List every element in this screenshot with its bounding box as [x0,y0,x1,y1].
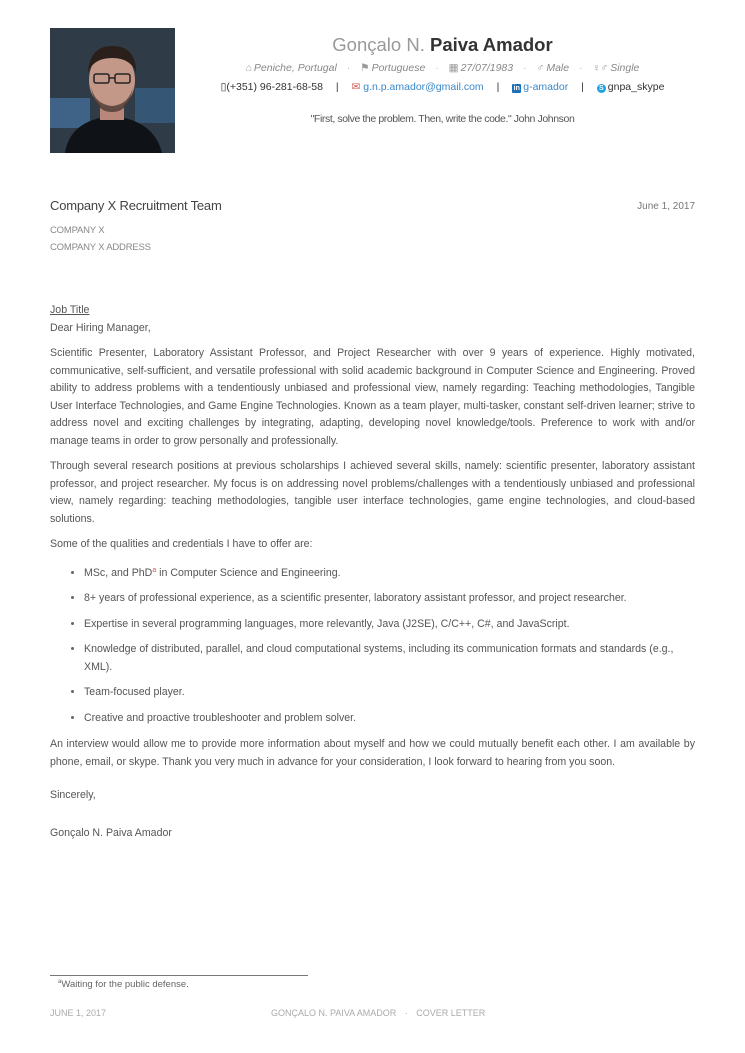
list-item-text: MSc, and PhD [84,566,153,579]
paragraph: Through several research positions at previous scholarships I achieved several skills, namely: scientific presenter, laboratory assistant professor, and project researcher. My focus is on addressing novel problems/challenges with a tendentiously unbiased and professional view, namely regarding: teaching methodologies, tangible user interface technologies, game engine technologies, and cloud-based solutions. [50,460,695,525]
company-name: COMPANY X [50,225,105,236]
contact-line [190,81,695,93]
footer-separator: · [404,1008,408,1018]
separator-dot: · [579,62,583,74]
footer-date: JUNE 1, 2017 [50,1008,107,1018]
company-address: COMPANY X ADDRESS [50,242,151,253]
separator-dot: · [346,62,351,74]
email-link[interactable]: g.n.p.amador@gmail.com [363,81,484,93]
linkedin-icon: in [513,85,520,92]
qualities-list [50,562,695,728]
footnote-mark: a [58,979,62,985]
paragraph: Scientific Presenter, Laboratory Assistant Professor, and Project Researcher with over 9 years of experience. Highly motivated, communicative, self-sufficient, and versatile professional with solid academic background in Computer Science and Engineering. Proved ability to address problems with a tendentiously unbiased and professional view, namely regarding: Teaching methodologies, Tangible User Interface Technologies, and Game Engine Technologies. Known as a team player, multi-tasker, constant self-driven learner; strive to address novel and exciting challenges by integrating, adapting, developing novel knowledge/tools. Preference to work with and/or manage teams in order to grow personally and professionally. [50,347,695,447]
marital-status-text: Single [610,62,640,74]
job-title: Job Title [50,304,90,316]
letter-body [50,302,695,850]
portrait-image [50,28,175,153]
birthdate-text: 27/07/1983 [460,62,514,74]
list-item: • Team-focused player. [84,684,695,702]
footnote-marker[interactable]: a [152,566,157,574]
last-name: Paiva Amador [429,34,553,55]
separator-bar: | [496,81,500,93]
closing-paragraph: An interview would allow me to provide more information about myself and how we could mutually benefit each other. I am available by phone, email, or skype. Thank you very much in advance for your consideration, I look forward to hearing from you soon. [50,738,695,768]
separator-dot: · [523,62,527,74]
list-item [84,562,695,583]
list-item: • Expertise in several programming languages, more relevantly, Java (J2SE), C/C++, C#, and JavaScript. [84,616,695,634]
footnote-divider [50,975,308,976]
header-quote: "First, solve the problem. Then, write the code." John Johnson [310,113,575,125]
envelope-icon: ✉ [351,81,361,93]
birthday-cake-icon: ▦ [448,62,459,74]
candidate-name [190,34,695,56]
paragraph: Some of the qualities and credentials I have to offer are: [50,538,313,550]
home-icon: ⌂ [245,62,252,74]
profile-photo [50,28,175,153]
letter-date: June 1, 2017 [637,201,695,212]
list-item: • Knowledge of distributed, parallel, and cloud computational systems, including its communication formats and standards (e.g., XML). [84,641,695,676]
skype-icon: S [597,84,606,93]
list-item: • 8+ years of professional experience, as a scientific presenter, laboratory assistant professor, and project researcher. [84,590,695,608]
footer-name: GONÇALO N. PAIVA AMADOR [271,1008,397,1018]
phone-icon: ▯ [220,81,227,93]
footer-title [271,1008,485,1018]
separator-bar: | [335,81,339,93]
signature-name: Gonçalo N. Paiva Amador [50,826,172,839]
footnote [58,979,189,990]
flag-icon: ⚑ [360,62,370,74]
skype-text: gnpa_skype [607,81,665,93]
location-text: Peniche, Portugal [253,62,337,74]
salutation: Dear Hiring Manager, [50,321,151,334]
personal-info-line [190,62,695,74]
separator-bar: | [581,81,584,93]
nationality-text: Portuguese [371,62,426,74]
recipient-name: Company X Recruitment Team [50,198,222,213]
list-item: • Creative and proactive troubleshooter and problem solver. [84,710,695,728]
first-name: Gonçalo N. [332,34,425,55]
linkedin-link[interactable]: g-amador [523,81,569,93]
footnote-text: Waiting for the public defense. [61,979,189,991]
male-icon: ♂ [536,62,545,74]
list-item-suffix: in Computer Science and Engineering. [156,566,341,579]
phone-text: (+351) 96-281-68-58 [226,81,323,93]
marital-status-icon: ♀♂ [592,62,609,74]
signoff: Sincerely, [50,789,96,801]
gender-text: Male [546,62,570,74]
footer-doc-type: COVER LETTER [416,1008,486,1018]
separator-dot: · [435,62,439,74]
